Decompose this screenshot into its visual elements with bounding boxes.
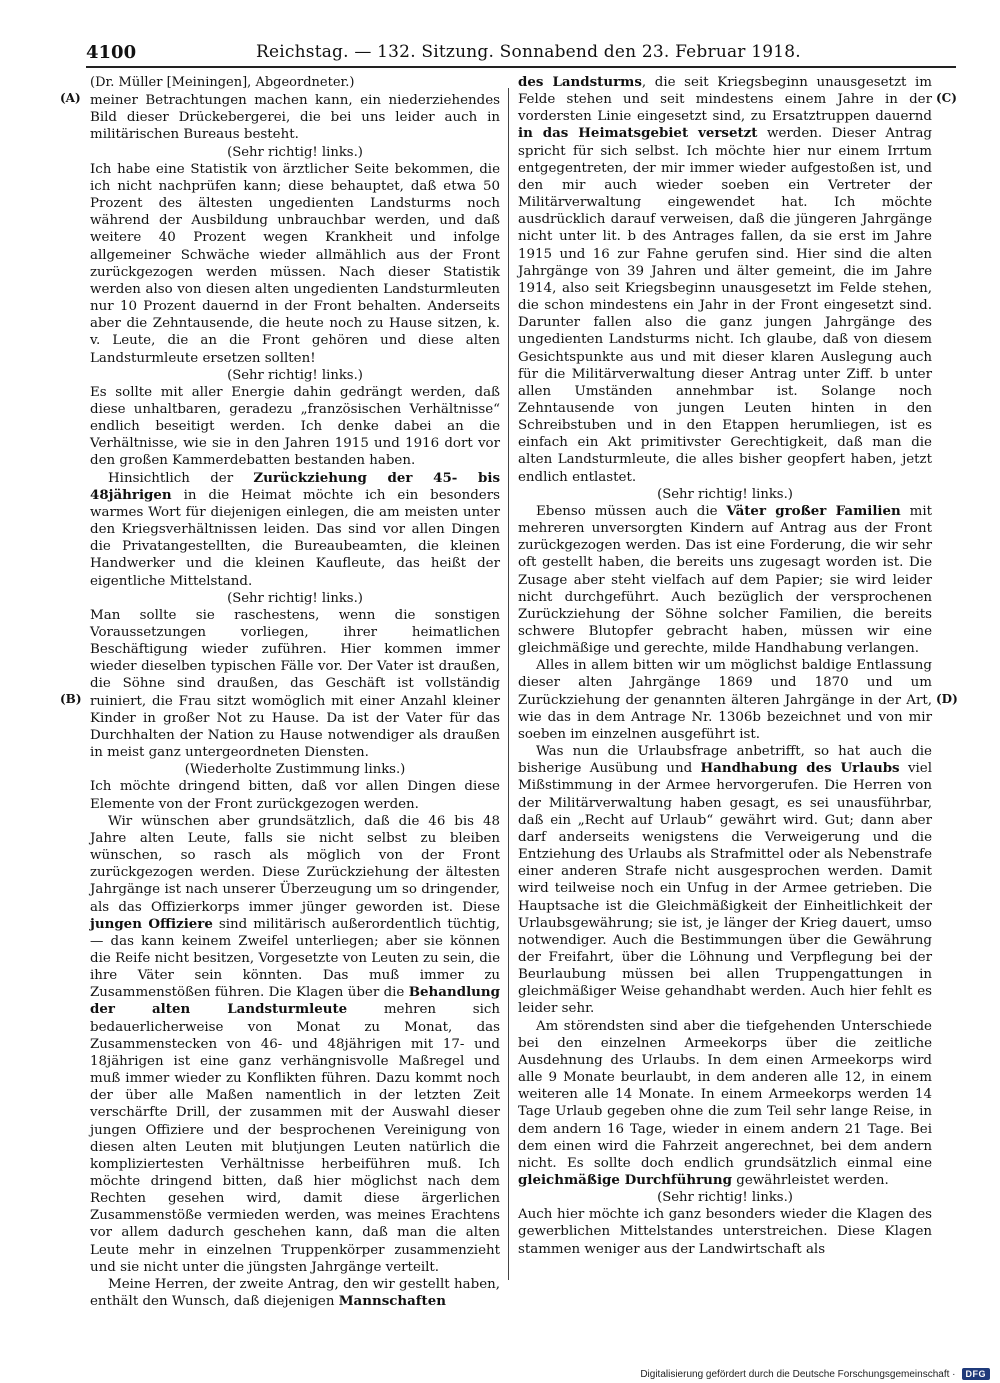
paragraph (90, 470, 500, 590)
paragraph-text: viel Mißstimmung in der Armee hervorgerufen. Die Herren von der Militärverwaltung haben gesagt, es sei unausführbar, daß ein „Recht auf Urlaub“ gewährt wird. Gut; dann aber darf anderseits wenigstens die Verweigerung und die Entziehung des Urlaubs als Strafmittel oder als Nebenstrafe einer anderen Strafe nicht ausgesprochen werden. Damit wird teilweise noch ein Unfug in der Armee getrieben. Die Hauptsache ist die Gleichmäßigkeit der Einheitlichkeit der Urlaubsgewährung; sie ist, je länger der Krieg dauert, umso notwendiger. Auch die Bestimmungen über die Gewährung der Freifahrt, über die Löhnung und Verpflegung bei der Beurlaubung müssen bei allen Truppengattungen in gleichmäßiger Weise gehandhabt werden. Auch hier fehlt es leider sehr. (518, 761, 932, 1017)
right-column (518, 74, 932, 1258)
footer-text: Digitalisierung gefördert durch die Deutsche Forschungsgemeinschaft · (640, 1368, 956, 1380)
paragraph-text: mehren sich bedauerlicherweise von Monat zu Monat, das Zusammenstecken von 46- und 48jährigen mit 17- und 18jährigen ist eine ganz verhängnisvolle Maßregel und muß immer wieder zu Konflikten führen. Dazu kommt noch der über alle Maßen namentlich in der letzten Zeit verschärfte Drill, der zusammen mit der Auswahl dieser jungen Offiziere und der besprochenen Vereinigung von diesen alten Leuten mit blutjungen Leuten natürlich die kompliziertesten Verhältnisse herbeiführen muß. Ich möchte dringend bitten, daß hier möglichst nach dem Rechten gesehen wird, damit diese ärgerlichen Zusammenstöße vermieden werden, was meines Erachtens vor allem dadurch geschehen kann, daß man die alten Leute mehr in einzelnen Truppenkörper zusammenzieht und sie nicht unter die jüngsten Jahrgänge verteilt. (90, 1002, 500, 1275)
paragraph-text: Hinsichtlich der (108, 470, 254, 486)
paragraph-text: Ich habe eine Statistik von ärztlicher Seite bekommen, die ich nicht nachprüfen kann; diese behauptet, daß etwa 50 Prozent des ältesten ungedienten Landsturms noch während der Ausbildung unbrauchbar werden, und daß weitere 40 Prozent wegen Krankheit und infolge allgemeiner Schwäche wieder allmählich aus der Front zurückgezogen werden müssen. Nach dieser Statistik werden also von diesen alten ungedienten Landsturmleuten nur 10 Prozent dauernd in der Front behalten. Anderseits aber die Zehntausende, die heute noch zu Hause sitzen, k. v. Leute, die an die Front gehören und diese alten Landsturmleute ersetzen sollten! (90, 161, 500, 366)
paragraph-text: werden. Dieser Antrag spricht für sich selbst. Ich möchte hier nur einem Irrtum entgegentreten, der mir immer wieder aufgestoßen ist, und den mir auch wieder soeben ein Vertreter der Militärverwaltung eingewendet hat. Ich möchte ausdrücklich darauf verweisen, daß die jüngeren Jahrgänge nicht unter lit. b des Antrages fallen, da sie erst im Jahre 1915 und 16 zur Fahne gerufen sind. Hier sind die alten Jahrgänge von 39 Jahren und älter gemeint, die im Jahre 1914, also seit Kriegsbeginn unausgesetzt im Felde stehen, die schon mindestens ein Jahr in der Front eingesetzt sind. Darunter fallen also die ganz jungen Jahrgänge des ungedienten Landsturms nicht. Ich glaube, daß von diesem Gesichtspunkte aus und mit dieser klaren Auslegung auch für die Militärverwaltung dieser Antrag unter Ziff. b unter allen Umständen annehmbar ist. Solange noch Zehntausende von jungen Leuten hinten in den Schreibstuben und in den Etappen herumliegen, ist es einfach ein Akt primitivster Gerechtigkeit, daß man die alten Landsturmleute, die alles bisher geopfert haben, jetzt endlich entlastet. (518, 126, 932, 485)
interjection: (Sehr richtig! links.) (657, 486, 793, 502)
paragraph (90, 607, 500, 761)
interjection: (Sehr richtig! links.) (227, 144, 363, 160)
column-divider (508, 88, 509, 1280)
paragraph-text: Wir wünschen aber grundsätzlich, daß die 46 bis 48 Jahre alten Leute, falls sie nicht selbst zu bleiben wünschen, so rasch als möglich von der Front zurückgezogen werden. Diese Zurückziehung der ältesten Jahrgänge ist nach unserer Überzeugung um so dringender, als das Offizierkorps immer jünger geworden ist. Diese (90, 813, 500, 915)
margin-mark-b: (B) (60, 692, 82, 706)
paragraph-text: mit mehreren unversorgten Kindern auf Antrag aus der Front zurückgezogen werden. Das ist eine Forderung, die wir sehr oft gestellt haben, die bereits uns zugesagt worden ist. Die Zusage aber steht vielfach auf dem Papier; sie wird leider nicht durchgeführt. Auch bezüglich der versprochenen Zurückziehung der Söhne solcher Familien, die bereits schwere Blutopfer gebracht haben, müssen wir eine gleichmäßige und gerechte, milde Handhabung verlangen. (518, 503, 933, 657)
paragraph-text: Meine Herren, der zweite Antrag, den wir gestellt haben, enthält den Wunsch, daß diejenigen (90, 1276, 500, 1310)
page-header (86, 40, 956, 66)
paragraph-text: Man sollte sie raschestens, wenn die sonstigen Voraussetzungen vorliegen, ihrer heimatlichen Beschäftigung wieder zuführen. Hier kommen immer wieder dieselben typischen Fälle vor. Der Vater ist draußen, die Söhne sind draußen, das Geschäft ist vollständig ruiniert, die Frau sitzt womöglich mit einer Anzahl kleiner Kinder in großer Not zu Hause. Da ist der Vater für das Durchhalten der Nation zu Hause notwendiger als draußen in meist ganz untergeordneten Diensten. (90, 607, 500, 761)
emphasis-text: Handhabung des Urlaubs (700, 760, 900, 777)
paragraph (518, 1206, 932, 1257)
paragraph (90, 384, 500, 470)
paragraph-text: Ich möchte dringend bitten, daß vor allen Dingen diese Elemente von der Front zurückgezogen werden. (90, 779, 500, 812)
emphasis-text: Mannschaften (338, 1293, 446, 1310)
paragraph-text: Ebenso müssen auch die (536, 503, 727, 519)
interjection: (Wiederholte Zustimmung links.) (184, 762, 406, 778)
emphasis-text: jungen Offiziere (90, 915, 213, 932)
paragraph-text: gewährleistet werden. (732, 1173, 889, 1188)
paragraph (90, 778, 500, 812)
paragraph-text: sind militärisch außerordentlich tüchtig, — das kann keinem Zweifel unterliegen; aber sie können die Reife nicht besitzen, Vorgesetzte von Leuten zu sein, die ihre Väter sein könnten. Das muß immer zu Zusammenstößen führen. Die Klagen über die (90, 916, 500, 1001)
paragraph (518, 503, 932, 657)
paragraph-text: meiner Betrachtungen machen kann, ein niederziehendes Bild dieser Drückebergerei, die bei uns leider auch in militärischen Bureaus besteht. (90, 93, 500, 143)
paragraph (518, 1018, 932, 1190)
page-number: 4100 (86, 42, 137, 63)
paragraph-text: Am störendsten sind aber die tiefgehenden Unterschiede bei den einzelnen Armeekorps über die zeitliche Ausdehnung des Urlaubs. In dem einen Armeekorps wird alle 9 Monate beurlaubt, in dem anderen alle 12, in einem weiteren alle 14 Monate. In einem Armeekorps werden 14 Tage Urlaub gegeben ohne die zum Teil sehr lange Reise, in dem andern 16 Tage, wieder in einem andern 21 Tage. Bei dem einen wird die Fahrzeit angerechnet, bei dem andern nicht. Es sollte doch endlich grundsätzlich einmal eine (518, 1018, 932, 1171)
emphasis-text: gleichmäßige Durchführung (518, 1172, 733, 1188)
paragraph (90, 813, 500, 1276)
paragraph (90, 1276, 500, 1310)
paragraph-text: , die seit Kriegsbeginn unausgesetzt im Felde stehen und seit mindestens einem Jahre in der vordersten Linie eingesetzt sind, zu Ersatztruppen dauernd (518, 75, 932, 125)
running-title: Reichstag. — 132. Sitzung. Sonnabend den 23. Februar 1918. (256, 42, 801, 62)
left-column (90, 74, 500, 1310)
interjection: (Sehr richtig! links.) (657, 1190, 793, 1206)
paragraph (518, 74, 932, 486)
dfg-logo: DFG (962, 1368, 991, 1380)
paragraph (90, 161, 500, 367)
paragraph (518, 743, 932, 1018)
paragraph-text: Auch hier möchte ich ganz besonders wieder die Klagen des gewerblichen Mittelstandes unterstreichen. Diese Klagen stammen weniger aus der Landwirtschaft als (518, 1207, 932, 1257)
emphasis-text: Zurückziehung der 45- bis 48jährigen (90, 469, 500, 503)
emphasis-text: Behandlung der alten Landsturmleute (90, 984, 500, 1018)
paragraph-text: Es sollte mit aller Energie dahin gedrängt werden, daß diese unhaltbaren, geradezu „französischen Verhältnisse“ endlich beseitigt werden. Ich denke dabei an die Verhältnisse, wie sie in den Jahren 1915 und 1916 dort vor den großen Kammerdebatten bestanden haben. (90, 384, 500, 469)
paragraph (90, 92, 500, 143)
footer-credit (640, 1368, 990, 1380)
interjection: (Sehr richtig! links.) (227, 590, 363, 606)
interjection: (Sehr richtig! links.) (227, 367, 363, 383)
header-rule (86, 66, 956, 68)
margin-mark-c: (C) (936, 91, 957, 105)
emphasis-text: Väter großer Familien (726, 502, 901, 519)
paragraph-text: Alles in allem bitten wir um möglichst baldige Entlassung dieser alten Jahrgänge 1869 und 1870 und um Zurückziehung der genannten älteren Jahrgänge in der Art, wie das in dem Antrage Nr. 1306b bezeichnet und von mir soeben im einzelnen ausgeführt ist. (518, 658, 932, 742)
paragraph (518, 657, 932, 743)
speaker-line: (Dr. Müller [Meiningen], Abgeordneter.) (90, 75, 355, 90)
paragraph-text: in die Heimat möchte ich ein besonders warmes Wort für diejenigen einlegen, die am meisten unter den Kriegsverhältnissen leiden. Das sind vor allen Dingen die Privatangestellten, die Bureaubeamten, die kleinen Handwerker und die kleinen Kaufleute, das heißt der eigentliche Mittelstand. (90, 487, 500, 589)
emphasis-text: des Landsturms (518, 74, 642, 90)
emphasis-text: in das Heimatsgebiet versetzt (518, 125, 758, 142)
paragraph-text: Was nun die Urlaubsfrage anbetrifft, so hat auch die bisherige Ausübung und (518, 744, 932, 777)
margin-mark-a: (A) (60, 91, 81, 105)
margin-mark-d: (D) (936, 692, 958, 706)
